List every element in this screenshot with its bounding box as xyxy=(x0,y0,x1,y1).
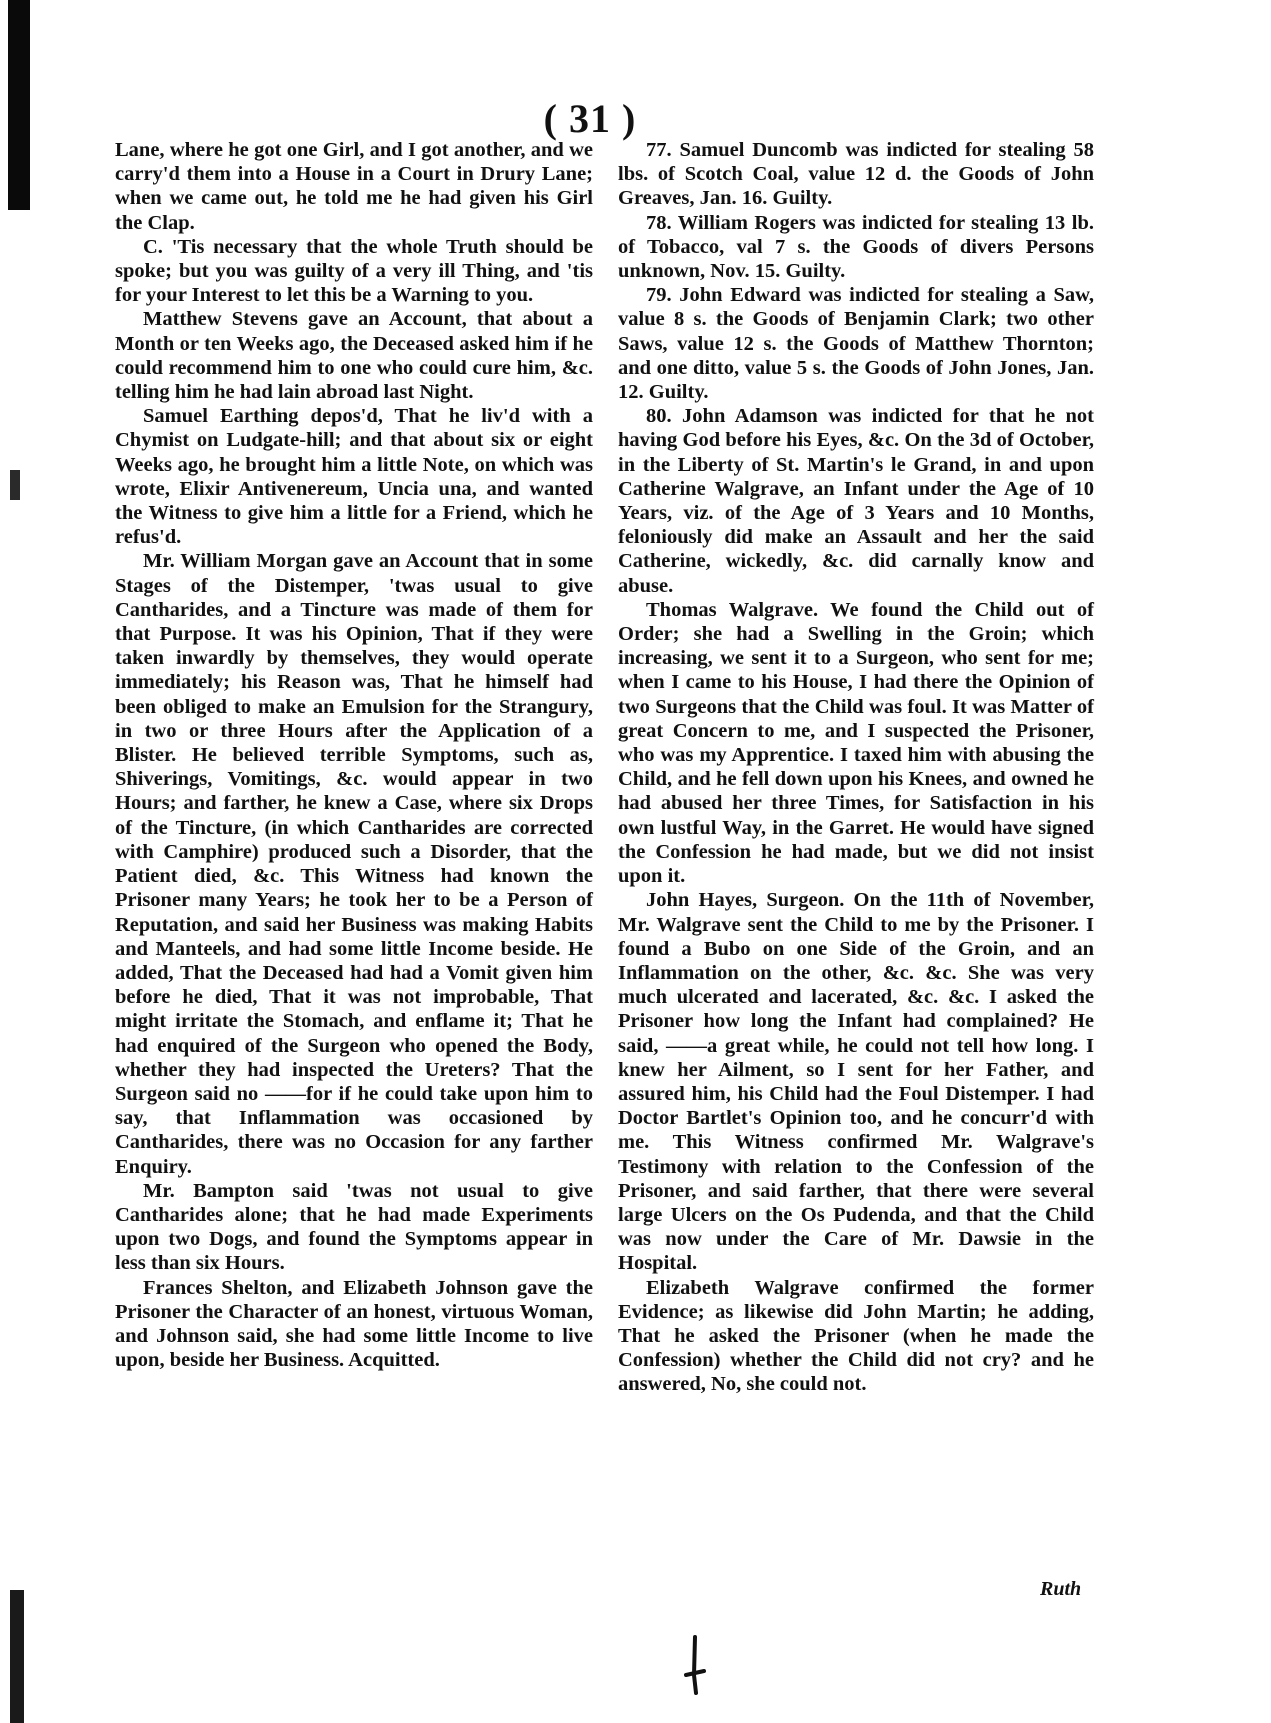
right-paragraph-5: Thomas Walgrave. We found the Child out of Order; she had a Swelling in the Groin; which increasing, we sent it to a Surgeon, who sent for me; when I came to his House, I had there the Opinion of two Surgeons that the Child was foul. It was Matter of great Concern to me, and I suspected the Prisoner, who was my Apprentice. I taxed him with abusing the Child, and he fell down upon his Knees, and owned he had abused her three Times, for Satisfaction in his own lustful Way, in the Garret. He would have signed the Confession he had made, but we did not insist upon it. xyxy=(618,598,1094,888)
left-paragraph-4: Samuel Earthing depos'd, That he liv'd with a Chymist on Ludgate-hill; and that about six or eight Weeks ago, he brought him a little Note, on which was wrote, Elixir Antivenereum, Uncia una, and wanted the Witness to give him a little for a Friend, which he refus'd. xyxy=(115,405,593,549)
scan-binding-mark xyxy=(10,470,20,500)
right-paragraph-7: Elizabeth Walgrave confirmed the former Evidence; as likewise did John Martin; he adding, That he asked the Prisoner (when he made the Confession) whether the Child did not cry? and he answered, No, she could not. xyxy=(618,1276,1094,1396)
left-paragraph-3: Matthew Stevens gave an Account, that about a Month or ten Weeks ago, the Deceased asked him if he could recommend him to one who could cure him, &c. telling him he had lain abroad last Night. xyxy=(115,308,593,404)
right-paragraph-1: 77. Samuel Duncomb was indicted for stealing 58 lbs. of Scotch Coal, value 12 d. the Goods of John Greaves, Jan. 16. Guilty. xyxy=(618,139,1094,210)
scan-binding-edge-bottom xyxy=(10,1590,24,1723)
left-paragraph-2: C. 'Tis necessary that the whole Truth should be spoke; but you was guilty of a very ill Thing, and 'tis for your Interest to let this be a Warning to you. xyxy=(115,235,593,307)
scan-binding-edge xyxy=(8,0,30,210)
catchword: Ruth xyxy=(1040,1578,1082,1600)
left-paragraph-7: Frances Shelton, and Elizabeth Johnson gave the Prisoner the Character of an honest, virtuous Woman, and Johnson said, she had some little Income to live upon, beside her Business. Acquitted. xyxy=(115,1276,593,1372)
left-paragraph-1: Lane, where he got one Girl, and I got another, and we carry'd them into a House in a Court in Drury Lane; when we came out, he told me he had given his Girl the Clap. xyxy=(115,139,593,234)
left-column xyxy=(115,138,593,1372)
left-paragraph-6: Mr. Bampton said 'twas not usual to give Cantharides alone; that he had made Experiments upon two Dogs, and found the Symptoms appear in less than six Hours. xyxy=(115,1179,593,1275)
right-paragraph-2: 78. William Rogers was indicted for stealing 13 lb. of Tobacco, val 7 s. the Goods of divers Persons unknown, Nov. 15. Guilty. xyxy=(618,211,1094,283)
ink-mark-icon xyxy=(680,1635,710,1695)
page-number: ( 31 ) xyxy=(543,96,637,141)
right-paragraph-3: 79. John Edward was indicted for stealing a Saw, value 8 s. the Goods of Benjamin Clark; two other Saws, value 12 s. the Goods of Matthew Thornton; and one ditto, value 5 s. the Goods of John Jones, Jan. 12. Guilty. xyxy=(618,284,1094,404)
right-column xyxy=(618,138,1094,1397)
left-paragraph-5: Mr. William Morgan gave an Account that in some Stages of the Distemper, 'twas usual to give Cantharides, and a Tincture was made of them for that Purpose. It was his Opinion, That if they were taken inwardly by themselves, they would operate immediately; his Reason was, That he himself had been obliged to make an Emulsion for the Strangury, in two or three Hours after the Application of a Blister. He believed terrible Symptoms, such as, Shiverings, Vomitings, &c. would appear in two Hours; and farther, he knew a Case, where six Drops of the Tincture, (in which Cantharides are corrected with Camphire) produced such a Disorder, that the Patient died, &c. This Witness had known the Prisoner many Years; he took her to be a Person of Reputation, and said her Business was making Habits and Manteels, and had some little Income beside. He added, That the Deceased had had a Vomit given him before he died, That it was not improbable, That might irritate the Stomach, and enflame it; That he had enquired of the Surgeon who opened the Body, whether they had inspected the Ureters? That the Surgeon said no ——for if he could take upon him to say, that Inflammation was occasioned by Cantharides, there was no Occasion for any farther Enquiry. xyxy=(115,550,593,1178)
right-paragraph-4: 80. John Adamson was indicted for that he not having God before his Eyes, &c. On the 3d of October, in the Liberty of St. Martin's le Grand, in and upon Catherine Walgrave, an Infant under the Age of 10 Years, viz. of the Age of 3 Years and 10 Months, feloniously did make an Assault and her the said Catherine, wickedly, &c. did carnally know and abuse. xyxy=(618,405,1094,597)
right-paragraph-6: John Hayes, Surgeon. On the 11th of November, Mr. Walgrave sent the Child to me by the Prisoner. I found a Bubo on one Side of the Groin, and an Inflammation on the other, &c. &c. She was very much ulcerated and lacerated, &c. &c. I asked the Prisoner how long the Infant had complained? He said, ——a great while, he could not tell how long. I knew her Ailment, so I sent for her Father, and assured him, his Child had the Foul Distemper. I had Doctor Bartlet's Opinion too, and he concurr'd with me. This Witness confirmed Mr. Walgrave's Testimony with relation to the Confession of the Prisoner, and said farther, that there were several large Ulcers on the Os Pudenda, and that the Child was now under the Care of Mr. Dawsie in the Hospital. xyxy=(618,889,1094,1275)
